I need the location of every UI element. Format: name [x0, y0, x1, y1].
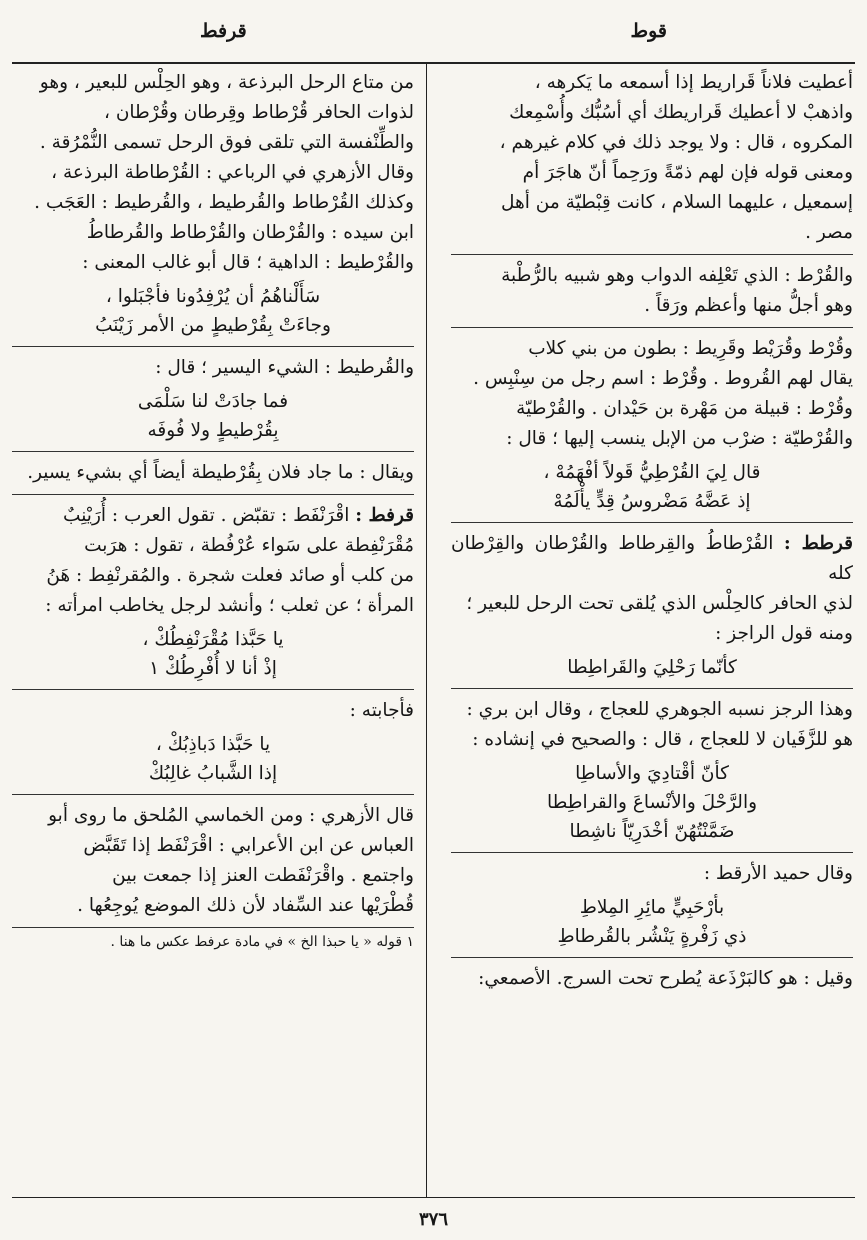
verse-line: ضَمَّنْتُهُنّ أخْدَرِيّاً ناشِطا — [569, 821, 735, 842]
verse — [12, 625, 414, 683]
text-line: مصر . — [805, 222, 853, 243]
text-line: واجتمع . واقْرَنْفَطت العنز إذا جمعت بين — [112, 865, 414, 886]
paragraph-separator — [12, 494, 414, 495]
left-column — [12, 68, 414, 1192]
paragraph — [451, 964, 853, 994]
text-line: وقال الأزهري في الرباعي : القُرْطاطة البرذعة ، — [51, 162, 414, 183]
paragraph-separator — [451, 522, 853, 523]
text-line: ومنه قول الراجز : — [715, 623, 853, 644]
footnote: ١ قوله « يا حبذا الخ » في مادة عرفط عكس ما هنا . — [12, 927, 414, 954]
entry-headword: قرطط : — [783, 533, 853, 554]
page-number: ٣٧٦ — [418, 1209, 448, 1230]
bottom-rule — [12, 1197, 855, 1198]
paragraph-separator — [451, 327, 853, 328]
verse — [12, 282, 414, 340]
text-line: وكذلك القُرْطاط والقُرطيط ، والقُرطيط : العَجَب . — [34, 192, 414, 213]
text-line: أعطيت فلاناً قَراريط إذا أسمعه ما يَكرهه ، — [534, 72, 853, 93]
paragraph — [12, 353, 414, 383]
text-line — [451, 529, 853, 589]
verse-line: كأنّ أقْتادِيَ والأساطِا — [575, 763, 729, 784]
text-line: فأجابته : — [349, 700, 414, 721]
entry-text: القُرْطاطُ والقِرطاط والقُرْطان والقِرْطان كله — [451, 533, 853, 584]
verse — [451, 893, 853, 951]
verse-line: إذا الشَّبابُ غالِبُكْ — [148, 763, 278, 784]
paragraph — [12, 501, 414, 621]
verse-line: بأرْحَبِيٍّ مائِرِ المِلاطِ — [579, 897, 725, 918]
paragraph-separator — [451, 254, 853, 255]
text-line: المرأة ؛ عن ثعلب ؛ وأنشد لرجل يخاطب امرأته : — [45, 595, 414, 616]
verse — [451, 759, 853, 846]
text-line: من كلب أو صائد فعلت شجرة . والمُقرنْفِط : هَنُ — [46, 565, 414, 586]
paragraph — [12, 158, 414, 278]
text-line: وقُرْط وقُرَيْط وقَرِيط : بطون من بني كلاب — [528, 338, 853, 359]
running-head-left: قرفط — [200, 20, 247, 42]
verse-line: ذي زَفْرةٍ يَنْشُر بالقُرطاطِ — [557, 926, 747, 947]
verse — [451, 458, 853, 516]
paragraph-separator — [12, 689, 414, 690]
paragraph — [451, 261, 853, 321]
paragraph-separator — [451, 852, 853, 853]
verse-line: سَأَلْناهُمُ أن يُرْفِدُونا فأجْبَلوا ، — [105, 286, 321, 307]
verse — [451, 653, 853, 682]
verse-line: وجاءَتْ بِقُرْطيطٍ من الأمر زَيْنَبُ — [95, 315, 331, 336]
right-column — [451, 68, 853, 1192]
verse-line: يا حَبَّذا مُقْرَنْفِطُكْ ، — [142, 629, 284, 650]
text-line: يقال لهم القُروط . وقُرْط : اسم رجل من سِنْبِس . — [473, 368, 853, 389]
paragraph-separator — [12, 346, 414, 347]
top-rule — [12, 62, 855, 64]
paragraph — [451, 695, 853, 755]
text-line: مُقْرَنْفِطة على سَواء عُرْفُطة ، تقول : هرَبت — [84, 535, 414, 556]
text-line: إسمعيل ، عليهما السلام ، كانت قِبْطيّة من أهل — [501, 192, 853, 213]
text-line: لذوات الحافر قُرْطاط وقِرطان وقُرْطان ، — [103, 102, 414, 123]
text-line: ومعنى قوله فإن لهم ذمّةً ورَحِماً أنّ هاجَرَ أم — [522, 162, 853, 183]
text-line: وقُرْط : قبيلة من مَهْرة بن حَيْدان . والقُرْطيّة — [516, 398, 853, 419]
verse-line: والرَّحْلَ والأنْساعَ والقراطِطا — [546, 792, 758, 813]
paragraph — [12, 458, 414, 488]
verse-line: بِقُرْطيطٍ ولا فُوفَه — [147, 420, 279, 441]
paragraph — [12, 696, 414, 726]
text-line: وقيل : هو كالبَرْذَعة يُطرح تحت السرج. الأصمعي: — [478, 968, 853, 989]
verse-line: فما جادَتْ لنا سَلْمَى — [137, 391, 289, 412]
text-line: والقُرْطيط : الداهية ؛ قال أبو غالب المعنى : — [82, 252, 414, 273]
text-line: هو للزَّفَيان لا للعجاج ، قال : والصحيح في إنشاده : — [472, 729, 853, 750]
paragraph — [451, 529, 853, 649]
verse-line: إذ عَضَّهُ مَضْروسُ قِدٍّ يأْلَمُهْ — [553, 491, 751, 512]
running-head-right: قوط — [630, 20, 667, 42]
paragraph-separator — [12, 451, 414, 452]
paragraph-separator — [451, 957, 853, 958]
verse-line: كأنّما رَحْلِيَ والقَراطِطا — [567, 657, 737, 678]
text-line: وهو أجلُّ منها وأعظم ورَقاً . — [644, 295, 853, 316]
text-line: وهذا الرجز نسبه الجوهري للعجاج ، وقال ابن بري : — [466, 699, 853, 720]
text-line: العباس عن ابن الأعرابي : اقْرَنْفَط إذا تَقَبَّض — [83, 835, 414, 856]
entry-text: اقْرَنْفَط : تقبّض . تقول العرب : أُرَيْنِبٌ — [63, 505, 350, 526]
verse — [12, 730, 414, 788]
text-line: ويقال : ما جاد فلان بِقُرْطيطة أيضاً أي بشيء يسير. — [27, 462, 414, 483]
paragraph — [451, 334, 853, 454]
text-line: من متاع الرحل البرذعة ، وهو الحِلْس للبعير ، وهو — [39, 72, 414, 93]
paragraph — [12, 68, 414, 158]
text-line: واذهبْ لا أعطيك قَراريطك أي أسُبُّك وأُسْمِعك — [509, 102, 853, 123]
text-line: والطِّنْفسة التي تلقى فوق الرحل تسمى النُّمْرُقة . — [39, 132, 414, 153]
paragraph — [12, 801, 414, 921]
text-line: ابن سيده : والقُرْطان والقُرْطاط والقُرطاطُ — [86, 222, 414, 243]
column-divider — [426, 62, 427, 1197]
text-line — [12, 501, 414, 531]
text-line: والقُرطيط : الشيء اليسير ؛ قال : — [155, 357, 414, 378]
paragraph — [451, 859, 853, 889]
paragraph-separator — [451, 688, 853, 689]
entry-headword: قرفط : — [355, 505, 414, 526]
text-line: لذي الحافر كالحِلْس الذي يُلقى تحت الرحل للبعير ؛ — [466, 593, 853, 614]
text-line: قال الأزهري : ومن الخماسي المُلحق ما روى أبو — [48, 805, 414, 826]
text-line: وقال حميد الأرقط : — [703, 863, 853, 884]
verse-line: يا حَبَّذا دَباذِبُكْ ، — [155, 734, 271, 755]
verse-line: إذْ أنا لا أُفْرِطُكْ ١ — [149, 658, 277, 679]
paragraph — [451, 68, 853, 248]
text-line: والقُرْط : الذي تَعْلِفه الدواب وهو شبيه بالرُّطْبة — [501, 265, 853, 286]
verse-line: قال لِيَ القُرْطِيُّ قَولاً أفْهَمُهْ ، — [543, 462, 761, 483]
text-line: والقُرْطيّة : ضرْب من الإبل ينسب إليها ؛ قال : — [506, 428, 853, 449]
text-line: قُطْرَيْها عند السِّفاد لأن ذلك الموضع يُوجِعُها . — [77, 895, 414, 916]
text-line: المكروه ، قال : ولا يوجد ذلك في كلام غيرهم ، — [499, 132, 853, 153]
paragraph-separator — [12, 794, 414, 795]
verse — [12, 387, 414, 445]
